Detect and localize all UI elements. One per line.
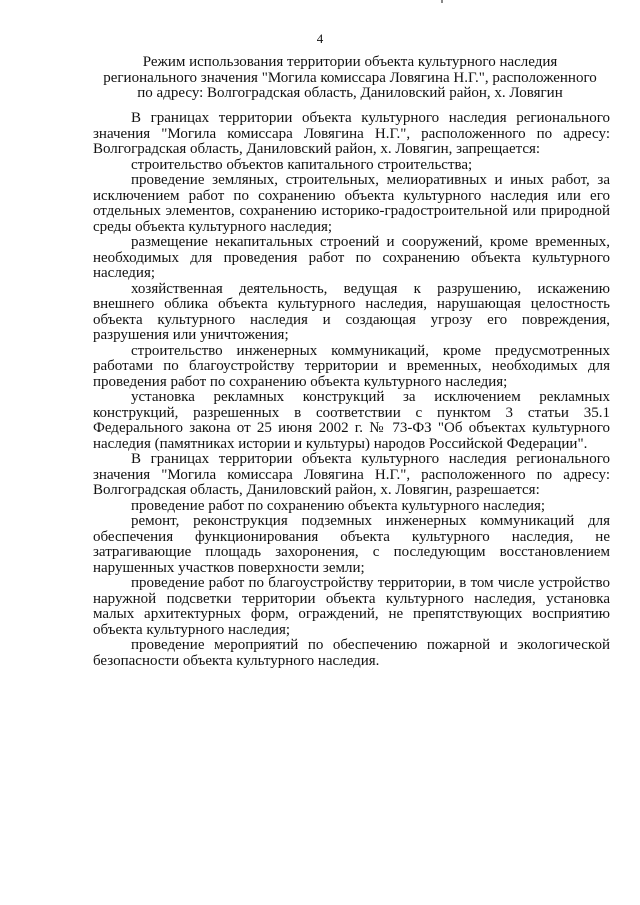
paragraph-permission-2: ремонт, реконструкция подземных инженерных коммуникаций для обеспечения функционирования объекта культурного наследия, не затрагивающие площадь захоронения, с последующим восстановлением нарушенных участков поверхности земли; <box>93 513 610 576</box>
paragraph-prohibition-1: строительство объектов капитального строительства; <box>131 156 473 173</box>
document-title <box>80 55 620 102</box>
paragraph-prohibition-3: размещение некапитальных строений и сооружений, кроме временных, необходимых для проведения работ по сохранению объекта культурного наследия; <box>93 234 610 281</box>
title-line-1: Режим использования территории объекта культурного наследия <box>142 54 558 70</box>
title-line-3: по адресу: Волгоградская область, Даниловский район, х. Ловягин <box>137 85 563 101</box>
scan-mark <box>441 0 443 3</box>
paragraph-permission-4: проведение мероприятий по обеспечению пожарной и экологической безопасности объекта культурного наследия. <box>93 637 610 669</box>
paragraph-prohibition-5: строительство инженерных коммуникаций, кроме предусмотренных работами по благоустройству территории и временных, необходимых для проведения работ по сохранению объекта культурного наследия; <box>93 342 610 390</box>
paragraph-permissions-intro: В границах территории объекта культурного наследия регионального значения "Могила комиссара Ловягина Н.Г.", расположенного по адресу: Волгоградская область, Даниловский район, х. Ловягин, разрешается: <box>93 451 610 498</box>
paragraph-prohibition-2: проведение земляных, строительных, мелиоративных и иных работ, за исключением работ по сохранению объекта культурного наследия или его отдельных элементов, сохранению историко-градостроительной или природной среды объекта культурного наследия; <box>93 172 610 235</box>
paragraph-prohibitions-intro: В границах территории объекта культурного наследия регионального значения "Могила комиссара Ловягина Н.Г.", расположенного по адресу: Волгоградская область, Даниловский район, х. Ловягин, запрещается: <box>93 110 610 157</box>
title-line-2: регионального значения "Могила комиссара Ловягина Н.Г.", расположенного <box>103 69 597 86</box>
paragraph-prohibition-4: хозяйственная деятельность, ведущая к разрушению, искажению внешнего облика объекта культурного наследия, нарушающая целостность объекта культурного наследия и создающая угрозу его повреждения, разрушения или уничтожения; <box>93 280 610 343</box>
paragraph-permission-3: проведение работ по благоустройству территории, в том числе устройство наружной подсветки территории объекта культурного наследия, установка малых архитектурных форм, ограждений, не препятствующих восприятию объекта культурного наследия; <box>93 575 610 638</box>
paragraph-permission-1: проведение работ по сохранению объекта культурного наследия; <box>131 497 546 514</box>
document-body <box>93 111 610 669</box>
page-number: 4 <box>316 31 324 46</box>
paragraph-prohibition-6: установка рекламных конструкций за исключением рекламных конструкций, разрешенных в соответствии с пунктом 3 статьи 35.1 Федерального закона от 25 июня 2002 г. № 73-ФЗ "Об объектах культурного наследия (памятниках истории и культуры) народов Российской Федерации". <box>93 389 610 452</box>
